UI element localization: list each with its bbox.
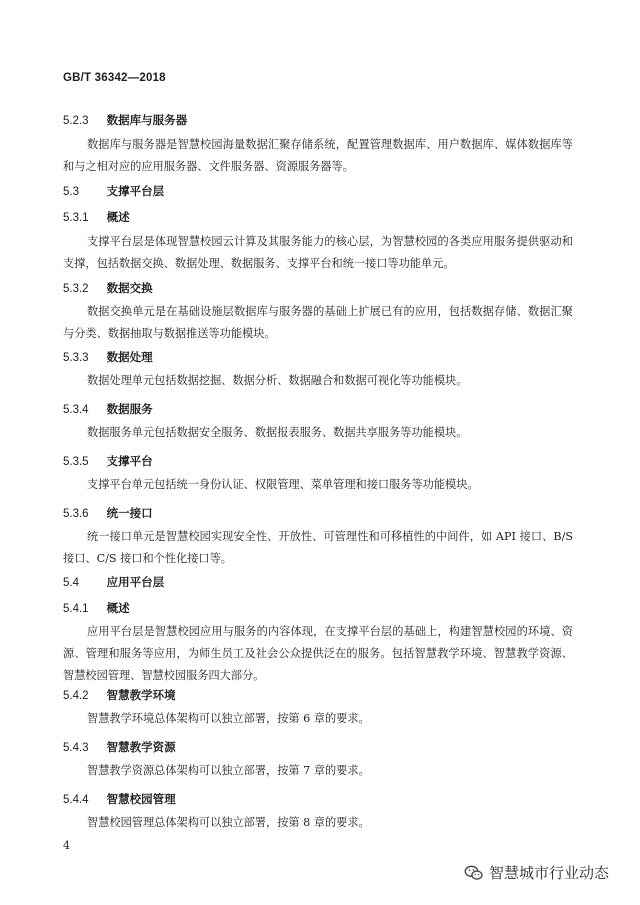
section-number: 5.3.4 [63,404,89,416]
section-title: 支撑平台层 [106,184,165,198]
section-heading [63,401,153,417]
section-heading [63,574,164,590]
paragraph: 智慧校园管理总体架构可以独立部署，按第 8 章的要求。 [87,816,370,829]
page-number: 4 [63,839,70,852]
section-heading [63,349,153,365]
section-number: 5.3.2 [63,283,89,295]
section-title: 概述 [106,210,130,224]
section-heading [63,791,176,807]
section-heading [63,280,153,296]
section-number: 5.2.3 [63,115,89,127]
section-title: 应用平台层 [106,575,165,589]
section-number: 5.4.1 [63,603,89,615]
section-number: 5.4.4 [63,794,89,806]
section-title: 数据服务 [106,402,153,416]
paragraph: 支撑平台单元包括统一身份认证、权限管理、菜单管理和接口服务等功能模块。 [87,478,479,491]
paragraph: 统一接口单元是智慧校园实现安全性、开放性、可管理性和可移植性的中间件，如 API 接口、B/S 接口、C/S 接口和个性化接口等。 [63,530,573,565]
paragraph: 应用平台层是智慧校园应用与服务的内容体现，在支撑平台层的基础上，构建智慧校园的环境、资源、管理和服务等应用，为师生员工及社会公众提供泛在的服务。包括智慧教学环境、智慧教学资源、智慧校园管理、智慧校园服务四大部分。 [63,625,573,682]
wechat-icon [464,863,484,883]
section-heading [63,209,130,225]
section-number: 5.3.5 [63,456,89,468]
section-title: 支撑平台 [106,454,153,468]
watermark-text: 智慧城市行业动态 [489,864,610,882]
section-number: 5.3.1 [63,212,89,224]
section-heading [63,112,187,128]
section-number: 5.4 [63,577,79,589]
section-heading [63,453,153,469]
section-title: 数据处理 [106,350,153,364]
section-heading [63,739,176,755]
paragraph: 数据交换单元是在基础设施层数据库与服务器的基础上扩展已有的应用，包括数据存储、数据汇聚与分类、数据抽取与数据推送等功能模块。 [63,305,573,340]
section-title: 数据库与服务器 [106,113,188,127]
section-number: 5.3.6 [63,508,89,520]
section-number: 5.4.3 [63,742,89,754]
section-title: 概述 [106,601,130,615]
section-heading [63,687,176,703]
paragraph: 数据库与服务器是智慧校园海量数据汇聚存储系统，配置管理数据库、用户数据库、媒体数据库等和与之相对应的应用服务器、文件服务器、资源服务器等。 [63,138,573,173]
section-title: 智慧教学资源 [106,740,176,754]
paragraph: 支撑平台层是体现智慧校园云计算及其服务能力的核心层，为智慧校园的各类应用服务提供驱动和支撑，包括数据交换、数据处理、数据服务、支撑平台和统一接口等功能单元。 [63,235,573,270]
section-heading [63,600,130,616]
section-title: 统一接口 [106,506,153,520]
section-number: 5.3 [63,186,79,198]
paragraph: 智慧教学资源总体架构可以独立部署，按第 7 章的要求。 [87,764,370,777]
standard-code: GB/T 36342—2018 [63,72,166,84]
paragraph: 数据处理单元包括数据挖掘、数据分析、数据融合和数据可视化等功能模块。 [87,374,468,387]
section-title: 智慧校园管理 [106,792,176,806]
watermark [464,862,609,883]
section-title: 数据交换 [106,281,153,295]
section-number: 5.3.3 [63,352,89,364]
section-title: 智慧教学环境 [106,688,176,702]
section-heading [63,505,153,521]
section-number: 5.4.2 [63,690,89,702]
paragraph: 智慧教学环境总体架构可以独立部署，按第 6 章的要求。 [87,712,370,725]
paragraph: 数据服务单元包括数据安全服务、数据报表服务、数据共享服务等功能模块。 [87,426,468,439]
section-heading [63,183,164,199]
